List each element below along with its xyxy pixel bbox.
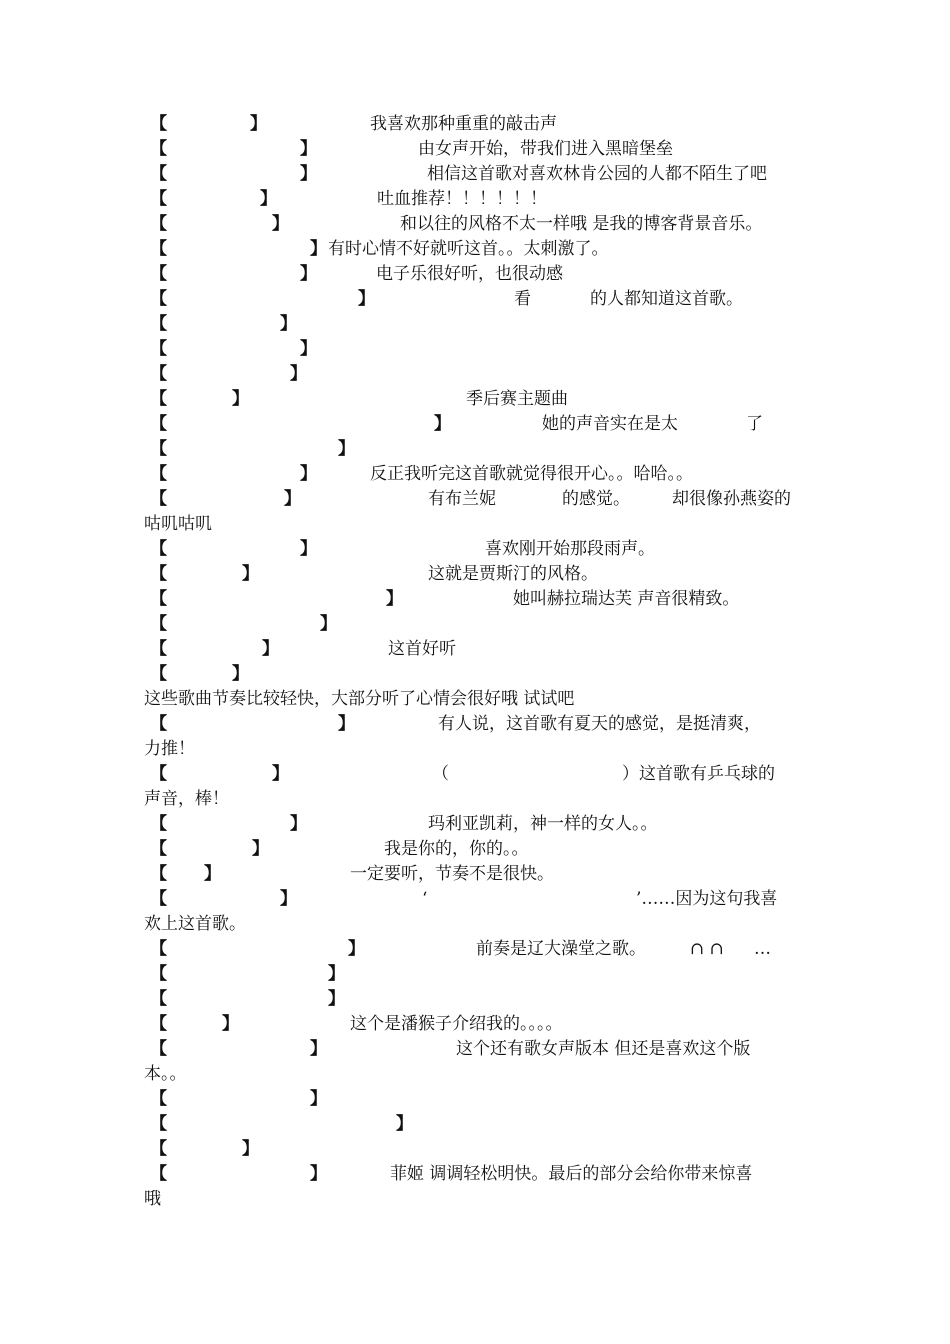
text-line <box>150 587 810 612</box>
close-bracket: 】 <box>242 564 259 584</box>
line-text: 本。。 <box>144 1064 187 1084</box>
line-text: 季后赛主题曲 <box>466 389 568 409</box>
open-bracket: 【 <box>150 1114 167 1134</box>
open-bracket: 【 <box>150 964 167 984</box>
line-text: 玛利亚凯莉，神一样的女人。。 <box>428 814 658 834</box>
close-bracket: 】 <box>300 139 317 159</box>
text-line <box>150 562 810 587</box>
text-line <box>150 162 810 187</box>
text-line <box>150 937 810 962</box>
line-text: 菲姬 调调轻松明快。最后的部分会给你带来惊喜 <box>390 1164 753 1184</box>
open-bracket: 【 <box>150 289 167 309</box>
open-bracket: 【 <box>150 989 167 1009</box>
close-bracket: 】 <box>260 189 277 209</box>
text-line <box>150 1012 810 1037</box>
close-bracket: 】 <box>300 539 317 559</box>
close-bracket: 】 <box>280 889 297 909</box>
open-bracket: 【 <box>150 114 167 134</box>
close-bracket: 】 <box>338 714 355 734</box>
text-line <box>150 887 810 912</box>
close-bracket: 】 <box>272 214 289 234</box>
close-bracket: 】 <box>262 639 279 659</box>
open-bracket: 【 <box>150 364 167 384</box>
text-line <box>150 637 810 662</box>
line-text: 有人说，这首歌有夏天的感觉，是挺清爽， <box>438 714 761 734</box>
open-bracket: 【 <box>150 614 167 634</box>
text-line <box>144 687 810 712</box>
text-line <box>150 862 810 887</box>
open-bracket: 【 <box>150 864 167 884</box>
open-bracket: 【 <box>150 939 167 959</box>
text-line <box>150 1137 810 1162</box>
close-bracket: 】 <box>434 414 451 434</box>
open-bracket: 【 <box>150 1039 167 1059</box>
text-line <box>150 112 810 137</box>
text-line <box>150 837 810 862</box>
text-line-continuation <box>144 787 810 812</box>
line-text: 这就是贾斯汀的风格。 <box>428 564 598 584</box>
open-bracket: 【 <box>150 889 167 909</box>
line-text: 看 <box>514 289 531 309</box>
open-bracket: 【 <box>150 1139 167 1159</box>
open-bracket: 【 <box>150 214 167 234</box>
line-text: 的人都知道这首歌。 <box>590 289 743 309</box>
line-text: 她的声音实在是太 <box>542 414 678 434</box>
text-line <box>150 287 810 312</box>
line-text: 欢上这首歌。 <box>144 914 246 934</box>
text-line <box>150 212 810 237</box>
text-line-continuation <box>144 1187 810 1212</box>
text-line <box>150 962 810 987</box>
close-bracket: 】 <box>300 464 317 484</box>
open-bracket: 【 <box>150 714 167 734</box>
line-text: ∩ ∩ <box>690 939 724 959</box>
line-text: 了 <box>746 414 763 434</box>
line-text: 咕叽咕叽 <box>144 514 212 534</box>
line-text: 这个是潘猴子介绍我的。。。。 <box>350 1014 563 1034</box>
line-text: 却很像孙燕姿的 <box>672 489 791 509</box>
close-bracket: 】 <box>358 289 375 309</box>
text-line <box>150 187 810 212</box>
text-line <box>150 662 810 687</box>
line-text: 我是你的，你的。。 <box>384 839 529 859</box>
open-bracket: 【 <box>150 1164 167 1184</box>
open-bracket: 【 <box>150 164 167 184</box>
open-bracket: 【 <box>150 489 167 509</box>
close-bracket: 】 <box>338 439 355 459</box>
text-line <box>150 712 810 737</box>
close-bracket: 】 <box>250 114 267 134</box>
open-bracket: 【 <box>150 414 167 434</box>
close-bracket: 】 <box>242 1139 259 1159</box>
line-text: ）这首歌有乒乓球的 <box>622 764 775 784</box>
close-bracket: 】 <box>222 1014 239 1034</box>
text-line <box>150 1112 810 1137</box>
close-bracket: 】 <box>232 664 249 684</box>
text-line-continuation <box>144 1062 810 1087</box>
close-bracket: 】 <box>232 389 249 409</box>
close-bracket: 】 <box>280 314 297 334</box>
open-bracket: 【 <box>150 439 167 459</box>
close-bracket: 】 <box>328 964 345 984</box>
line-text: 反正我听完这首歌就觉得很开心。。哈哈。。 <box>370 464 693 484</box>
line-text: 相信这首歌对喜欢林肯公园的人都不陌生了吧 <box>427 164 767 184</box>
line-text: 由女声开始，带我们进入黑暗堡垒 <box>418 139 673 159</box>
open-bracket: 【 <box>150 1089 167 1109</box>
line-text: ’……因为这句我喜 <box>636 889 778 909</box>
open-bracket: 【 <box>150 464 167 484</box>
text-line <box>150 762 810 787</box>
open-bracket: 【 <box>150 1014 167 1034</box>
text-line-continuation <box>144 737 810 762</box>
text-line <box>150 137 810 162</box>
line-text: 力推！ <box>144 739 195 759</box>
open-bracket: 【 <box>150 589 167 609</box>
text-line-continuation <box>144 512 810 537</box>
text-line <box>150 537 810 562</box>
close-bracket: 】 <box>300 339 317 359</box>
line-text: 这个还有歌女声版本 但还是喜欢这个版 <box>456 1039 751 1059</box>
close-bracket: 】 <box>386 589 403 609</box>
text-line <box>150 437 810 462</box>
close-bracket: 】 <box>284 489 301 509</box>
text-line <box>150 612 810 637</box>
open-bracket: 【 <box>150 564 167 584</box>
line-text: ‘ <box>422 889 428 909</box>
line-text: 吐血推荐！！！！！！ <box>377 189 547 209</box>
song-list <box>144 112 810 1212</box>
line-text: 前奏是辽大澡堂之歌。 <box>476 939 646 959</box>
close-bracket: 】 <box>290 364 307 384</box>
text-line <box>150 312 810 337</box>
text-line <box>150 812 810 837</box>
text-line <box>150 1162 810 1187</box>
open-bracket: 【 <box>150 764 167 784</box>
line-text: 这首好听 <box>388 639 456 659</box>
text-line <box>150 487 810 512</box>
close-bracket: 】 <box>252 839 269 859</box>
open-bracket: 【 <box>150 539 167 559</box>
line-text: 声音，棒！ <box>144 789 229 809</box>
line-text: 的感觉。 <box>562 489 630 509</box>
line-text: … <box>754 939 771 959</box>
text-line <box>150 362 810 387</box>
line-text: （ <box>432 764 449 784</box>
open-bracket: 【 <box>150 264 167 284</box>
close-bracket: 】 <box>310 1164 327 1184</box>
line-text: 她叫赫拉瑞达芙 声音很精致。 <box>513 589 740 609</box>
close-bracket: 】 <box>320 614 337 634</box>
text-line <box>150 1087 810 1112</box>
line-text: 和以往的风格不太一样哦 是我的博客背景音乐。 <box>400 214 763 234</box>
open-bracket: 【 <box>150 664 167 684</box>
line-text: 电子乐很好听，也很动感 <box>376 264 563 284</box>
close-bracket: 】 <box>328 989 345 1009</box>
text-line <box>150 412 810 437</box>
text-line <box>150 1037 810 1062</box>
close-bracket: 】 <box>310 1089 327 1109</box>
open-bracket: 【 <box>150 639 167 659</box>
text-line <box>150 987 810 1012</box>
close-bracket: 】 <box>300 164 317 184</box>
open-bracket: 【 <box>150 189 167 209</box>
text-line <box>150 387 810 412</box>
line-text: 这些歌曲节奏比较轻快，大部分听了心情会很好哦 试试吧 <box>144 689 575 709</box>
open-bracket: 【 <box>150 239 167 259</box>
line-text: 有时心情不好就听这首。。太刺激了。 <box>328 239 609 259</box>
open-bracket: 【 <box>150 389 167 409</box>
open-bracket: 【 <box>150 339 167 359</box>
line-text: 喜欢刚开始那段雨声。 <box>485 539 655 559</box>
text-line <box>150 337 810 362</box>
line-text: 有布兰妮 <box>428 489 496 509</box>
line-text: 我喜欢那种重重的敲击声 <box>370 114 557 134</box>
open-bracket: 【 <box>150 314 167 334</box>
line-text: 哦 <box>144 1189 161 1209</box>
text-line <box>150 262 810 287</box>
close-bracket: 】 <box>348 939 365 959</box>
text-line <box>150 237 810 262</box>
text-line-continuation <box>144 912 810 937</box>
line-text: 一定要听，节奏不是很快。 <box>350 864 554 884</box>
close-bracket: 】 <box>300 264 317 284</box>
close-bracket: 】 <box>310 1039 327 1059</box>
open-bracket: 【 <box>150 814 167 834</box>
open-bracket: 【 <box>150 139 167 159</box>
close-bracket: 】 <box>310 239 327 259</box>
close-bracket: 】 <box>272 764 289 784</box>
close-bracket: 】 <box>204 864 221 884</box>
close-bracket: 】 <box>290 814 307 834</box>
open-bracket: 【 <box>150 839 167 859</box>
close-bracket: 】 <box>396 1114 413 1134</box>
text-line <box>150 462 810 487</box>
